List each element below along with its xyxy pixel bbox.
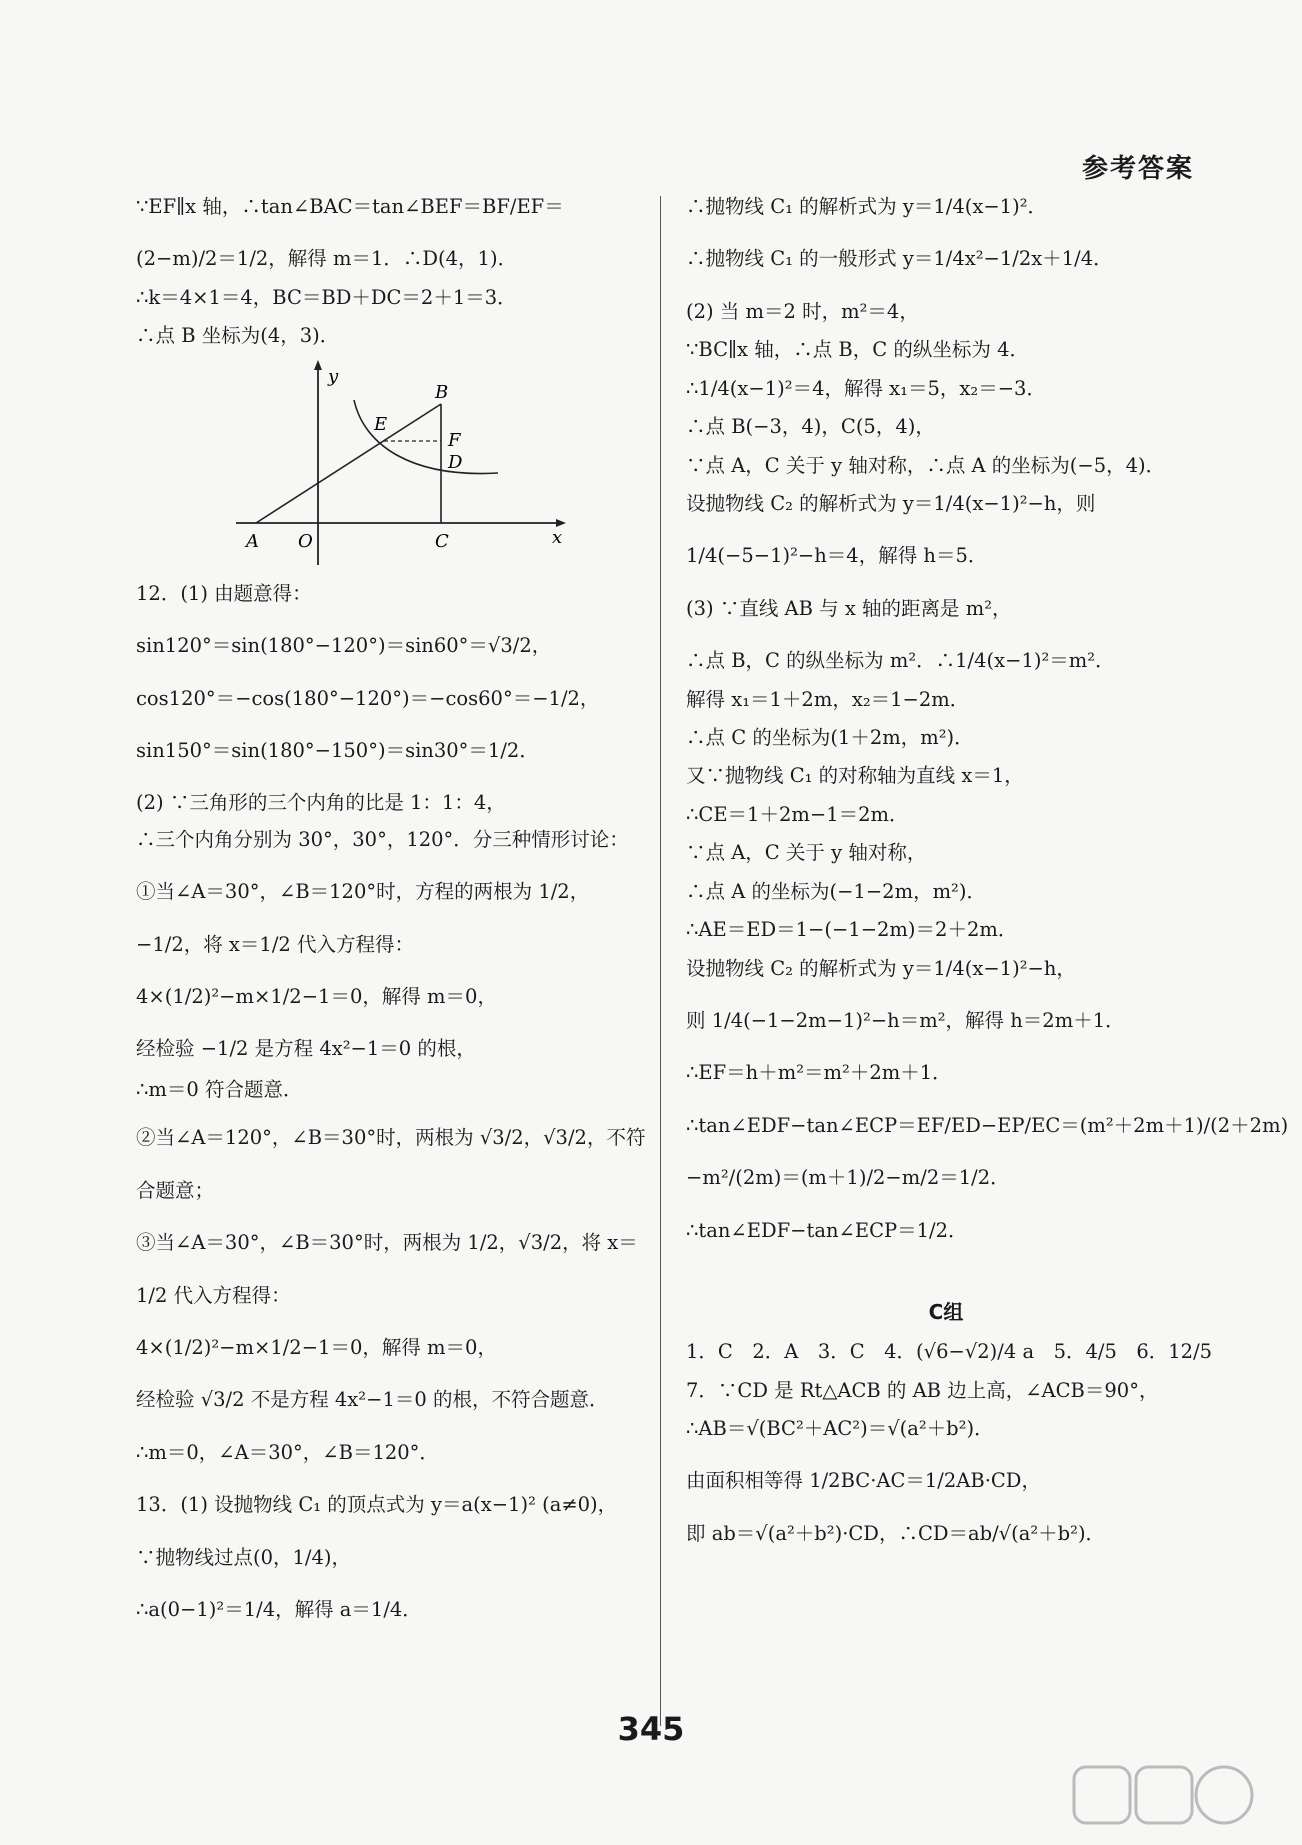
text-line: ①当∠A＝30°，∠B＝120°时，方程的两根为 1/2， [136, 880, 590, 904]
text-line: ∴三个内角分别为 30°，30°，120°．分三种情形讨论： [136, 827, 629, 851]
text-line: 1．C 2．A 3．C 4．(√6−√2)/4 a 5．4/5 6．12/5 [686, 1340, 1213, 1364]
left-column [136, 196, 646, 1652]
text-line: ∴点 B(−3，4)，C(5，4)， [686, 415, 935, 439]
text-line: ∴m＝0，∠A＝30°，∠B＝120°． [136, 1440, 439, 1464]
text-line: ∵点 A，C 关于 y 轴对称， [686, 841, 927, 865]
right-answer-lines [686, 195, 1289, 1242]
group-c-title: C组 [928, 1300, 964, 1325]
text-line: cos120°＝−cos(180°−120°)＝−cos60°＝−1/2， [136, 686, 600, 710]
text-line: (3) ∵直线 AB 与 x 轴的距离是 m²， [686, 596, 1012, 620]
text-line: 则 1/4(−1−2m−1)²−h＝m²，解得 h＝2m＋1． [686, 1009, 1125, 1033]
text-line: 1/2 代入方程得： [136, 1283, 291, 1307]
label-e: E [374, 413, 388, 435]
text-line: 4×(1/2)²−m×1/2−1＝0，解得 m＝0， [136, 1336, 497, 1360]
text-line: ∴EF＝h＋m²＝m²＋2m＋1． [686, 1061, 952, 1085]
text-line: ∴点 A 的坐标为(−1−2m，m²)． [686, 879, 986, 903]
column-divider [660, 196, 661, 1726]
text-line: 4×(1/2)²−m×1/2−1＝0，解得 m＝0， [136, 985, 497, 1009]
group-c-answer-lines [686, 1340, 1213, 1545]
text-line: ∴k＝4×1＝4，BC＝BD＋DC＝2＋1＝3． [136, 285, 517, 309]
label-d: D [448, 451, 463, 473]
text-line: ∴点 B 坐标为(4，3)． [136, 324, 340, 348]
label-o: O [298, 530, 313, 552]
header-title: 参考答案 [1081, 154, 1194, 184]
text-line: (2) ∵三角形的三个内角的比是 1：1：4， [136, 791, 506, 815]
text-line: ∴点 B，C 的纵坐标为 m²．∴1/4(x−1)²＝m²． [686, 649, 1115, 673]
x-axis-arrow [556, 519, 566, 527]
text-line: ∴CE＝1＋2m−1＝2m． [686, 802, 909, 826]
label-b: B [435, 381, 449, 403]
label-x: x [552, 526, 563, 548]
text-line: 7．∵CD 是 Rt△ACB 的 AB 边上高，∠ACB＝90°， [686, 1378, 1159, 1402]
text-line: ∴tan∠EDF−tan∠ECP＝1/2． [686, 1218, 968, 1242]
text-line: ∴抛物线 C₁ 的一般形式 y＝1/4x²−1/2x＋1/4． [686, 247, 1113, 271]
text-line: 设抛物线 C₂ 的解析式为 y＝1/4(x−1)²−h，则 [686, 491, 1096, 515]
text-line: ∵EF∥x 轴，∴tan∠BAC＝tan∠BEF＝BF/EF＝ [136, 195, 564, 218]
text-line: 合题意； [136, 1178, 215, 1202]
text-line: 设抛物线 C₂ 的解析式为 y＝1/4(x−1)²−h， [686, 956, 1076, 980]
label-f: F [448, 429, 461, 451]
text-line: ∴a(0−1)²＝1/4，解得 a＝1/4． [136, 1598, 422, 1622]
text-line: 经检验 √3/2 不是方程 4x²−1＝0 的根，不符合题意． [136, 1388, 609, 1412]
text-line: (2−m)/2＝1/2，解得 m＝1．∴D(4，1)． [136, 247, 518, 271]
text-line: ∵BC∥x 轴，∴点 B，C 的纵坐标为 4． [686, 338, 1029, 362]
text-line: 1/4(−5−1)²−h＝4，解得 h＝5． [686, 544, 988, 568]
text-line: ②当∠A＝120°，∠B＝30°时，两根为 √3/2，√3/2，不符 [136, 1126, 646, 1150]
text-line: 经检验 −1/2 是方程 4x²−1＝0 的根， [136, 1037, 476, 1061]
left-answer-lines [136, 583, 646, 1622]
text-line: ∴m＝0 符合题意． [136, 1077, 303, 1101]
text-line: ∵点 A，C 关于 y 轴对称，∴点 A 的坐标为(−5，4)． [686, 453, 1166, 477]
text-line: sin120°＝sin(180°−120°)＝sin60°＝√3/2， [136, 634, 552, 658]
text-line: −1/2，将 x＝1/2 代入方程得： [136, 932, 414, 956]
text-line: ∵抛物线过点(0，1/4)， [136, 1545, 352, 1569]
text-line: 解得 x₁＝1＋2m，x₂＝1−2m． [686, 687, 970, 711]
text-line: 又∵抛物线 C₁ 的对称轴为直线 x＝1， [686, 764, 1024, 788]
label-a: A [246, 530, 259, 552]
text-line: ∴AB＝√(BC²＋AC²)＝√(a²＋b²)． [686, 1416, 994, 1440]
right-column [686, 195, 1289, 1575]
text-line: 由面积相等得 1/2BC·AC＝1/2AB·CD， [686, 1469, 1041, 1493]
text-line: (2) 当 m＝2 时，m²＝4， [686, 299, 919, 323]
text-line: 即 ab＝√(a²＋b²)·CD，∴CD＝ab/√(a²＋b²)． [686, 1521, 1106, 1545]
text-line: −m²/(2m)＝(m＋1)/2−m/2＝1/2． [686, 1166, 1010, 1190]
text-line: ∴tan∠EDF−tan∠ECP＝EF/ED−EP/EC＝(m²＋2m＋1)/(2＋2m) [686, 1113, 1289, 1137]
page-number: 345 [617, 1710, 685, 1748]
text-line: 13．(1) 设抛物线 C₁ 的顶点式为 y＝a(x−1)² (a≠0)， [136, 1493, 618, 1517]
label-y: y [328, 365, 339, 387]
text-line: ③当∠A＝30°，∠B＝30°时，两根为 1/2，√3/2，将 x＝ [136, 1231, 638, 1255]
hyperbola-figure [236, 360, 566, 565]
text-line: ∴AE＝ED＝1−(−1−2m)＝2＋2m． [686, 918, 1018, 942]
y-axis-arrow [314, 360, 322, 370]
hyperbola-curve [354, 400, 498, 474]
watermark-logo [1072, 1763, 1262, 1833]
text-line: 12．(1) 由题意得： [136, 581, 312, 605]
label-c: C [435, 530, 449, 552]
text-line: ∴1/4(x−1)²＝4，解得 x₁＝5，x₂＝−3． [686, 376, 1046, 400]
text-line: sin150°＝sin(180°−150°)＝sin30°＝1/2． [136, 738, 539, 762]
text-line: ∴抛物线 C₁ 的解析式为 y＝1/4(x−1)²． [686, 195, 1048, 218]
text-line: ∴点 C 的坐标为(1＋2m，m²)． [686, 726, 974, 750]
